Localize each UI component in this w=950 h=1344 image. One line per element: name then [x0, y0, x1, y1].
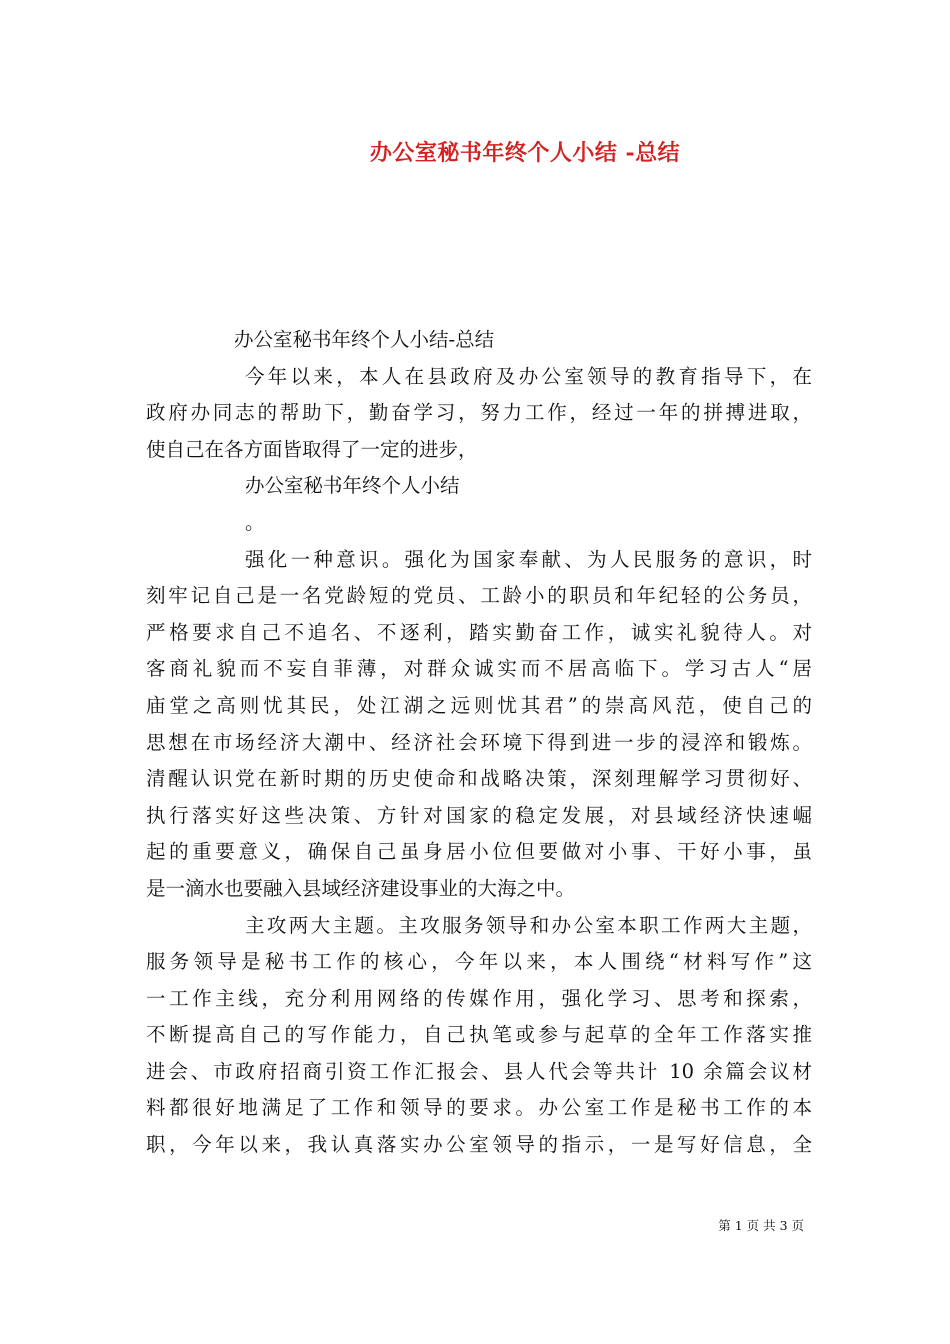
paragraph-line: 庙堂之高则忧其民，处江湖之远则忧其君”的崇高风范，使自己的	[146, 693, 812, 717]
paragraph-line: 清醒认识党在新时期的历史使命和战略决策，深刻理解学习贯彻好、	[146, 767, 812, 791]
paragraph-line: 进会、市政府招商引资工作汇报会、县人代会等共计 10 余篇会议材	[146, 1059, 812, 1083]
paragraph-line: 使自己在各方面皆取得了一定的进步，	[146, 437, 478, 461]
paragraph-line: 一工作主线，充分利用网络的传媒作用，强化学习、思考和探索，	[146, 986, 812, 1010]
paragraph-line: 料都很好地满足了工作和领导的要求。办公室工作是秘书工作的本	[146, 1096, 812, 1120]
document-body	[146, 322, 812, 1164]
paragraph-line: 客商礼貌而不妄自菲薄，对群众诚实而不居高临下。学习古人“居	[146, 657, 812, 681]
document-title: 办公室秘书年终个人小结 -总结	[369, 140, 681, 166]
paragraph-line: 职，今年以来，我认真落实办公室领导的指示，一是写好信息，全	[146, 1133, 812, 1157]
paragraph-line: 强化一种意识。强化为国家奉献、为人民服务的意识，时	[245, 547, 812, 571]
paragraph-line: 是一滴水也要融入县域经济建设事业的大海之中。	[146, 876, 576, 900]
paragraph-line: 主攻两大主题。主攻服务领导和办公室本职工作两大主题，	[245, 913, 812, 937]
subheading-line: 办公室秘书年终个人小结	[245, 474, 460, 498]
paragraph-line: 政府办同志的帮助下，勤奋学习，努力工作，经过一年的拼搏进取，	[146, 401, 812, 425]
dot-line: 。	[245, 510, 265, 534]
page-number: 第 1 页 共 3 页	[718, 1218, 804, 1233]
paragraph-line: 服务领导是秘书工作的核心，今年以来，本人围绕“材料写作”这	[146, 950, 812, 974]
paragraph-line: 执行落实好这些决策、方针对国家的稳定发展，对县域经济快速崛	[146, 803, 812, 827]
paragraph-3	[146, 908, 812, 1164]
heading-line: 办公室秘书年终个人小结-总结	[234, 328, 495, 351]
paragraph-line: 思想在市场经济大潮中、经济社会环境下得到进一步的浸淬和锻炼。	[146, 730, 812, 754]
paragraph-2	[146, 542, 812, 908]
paragraph-line: 不断提高自己的写作能力，自己执笔或参与起草的全年工作落实推	[146, 1023, 812, 1047]
paragraph-1	[146, 359, 812, 469]
paragraph-line: 起的重要意义，确保自己虽身居小位但要做对小事、干好小事，虽	[146, 840, 812, 864]
paragraph-line: 今年以来，本人在县政府及办公室领导的教育指导下，在	[245, 364, 812, 388]
paragraph-line: 严格要求自己不追名、不逐利，踏实勤奋工作，诚实礼貌待人。对	[146, 620, 812, 644]
paragraph-line: 刻牢记自己是一名党龄短的党员、工龄小的职员和年纪轻的公务员，	[146, 584, 812, 608]
